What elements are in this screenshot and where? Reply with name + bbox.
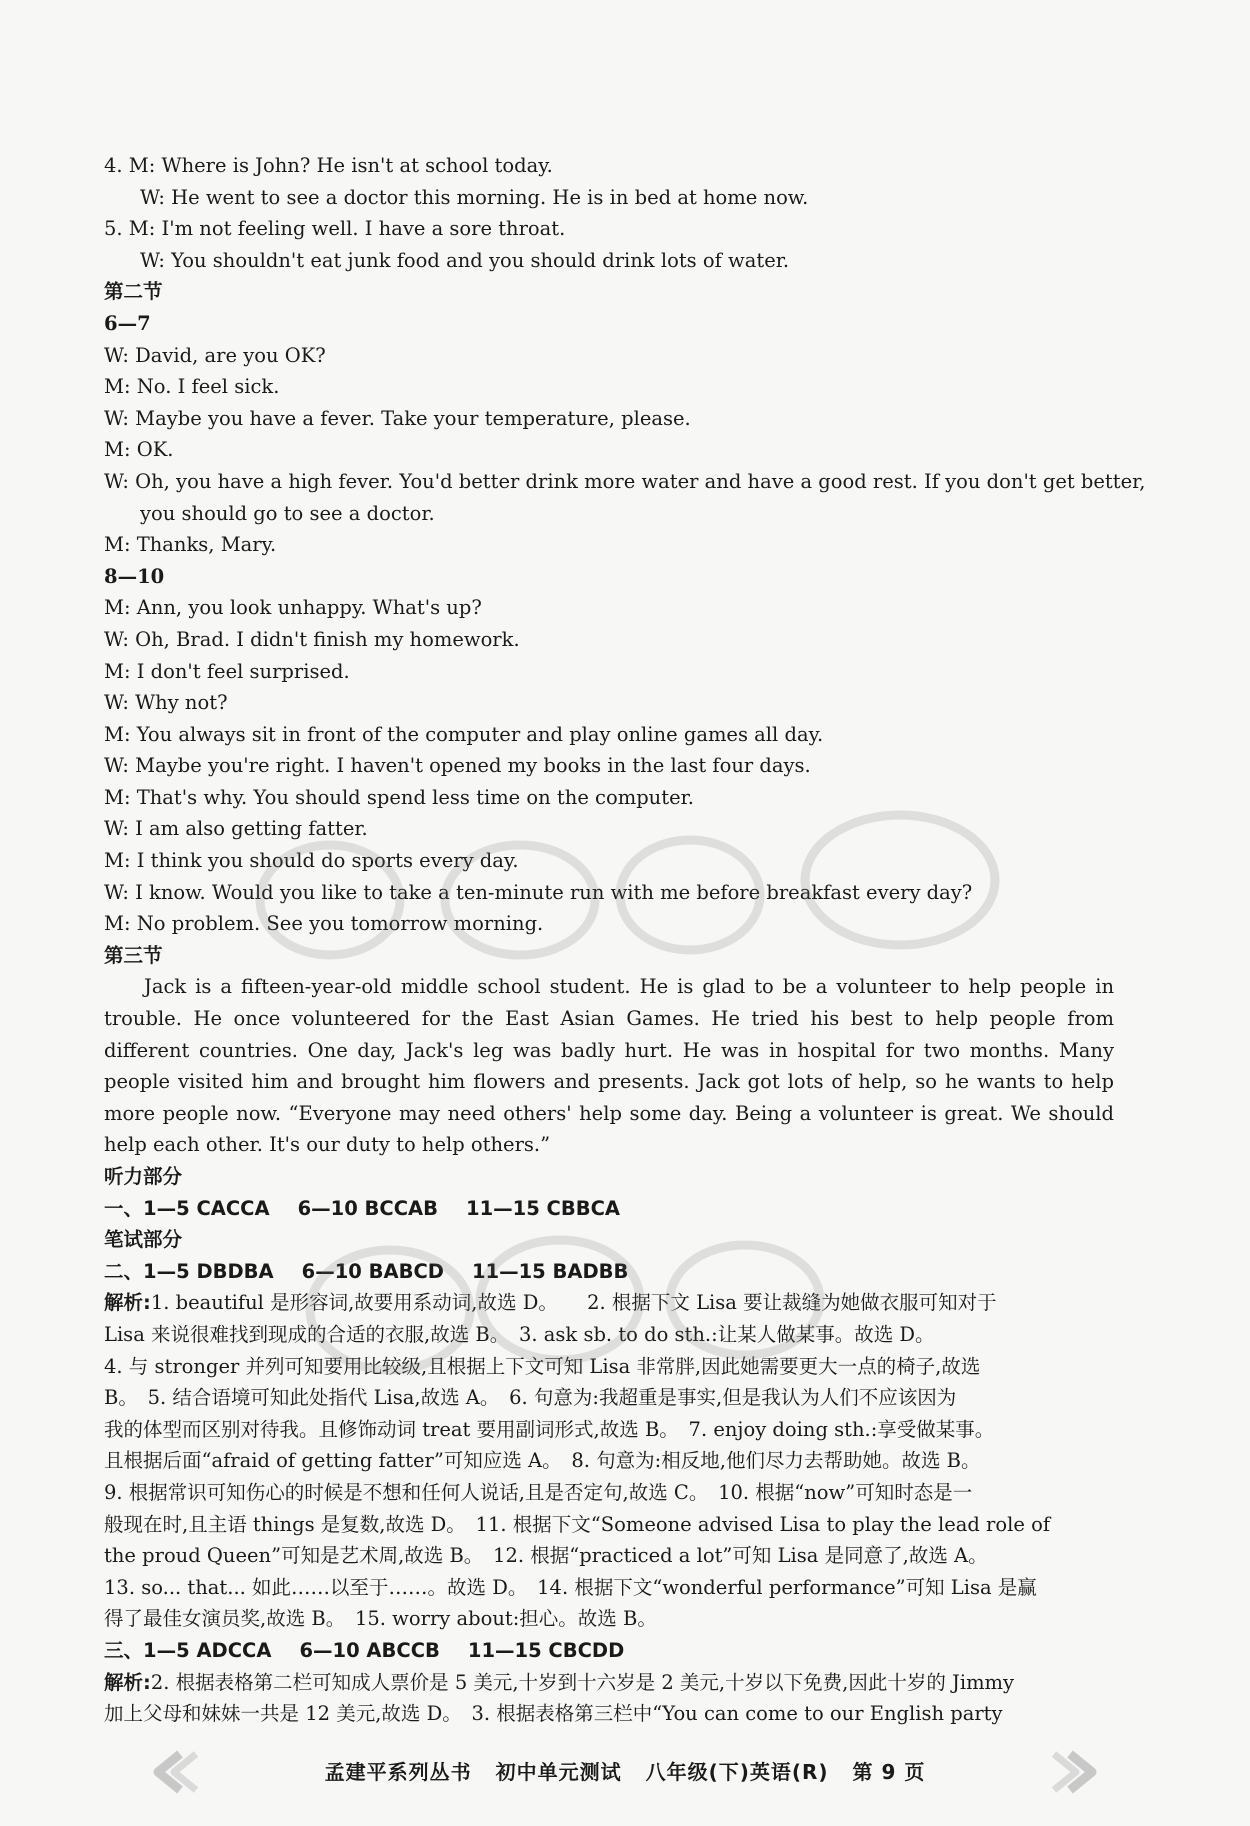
explanation-line: B。 5. 结合语境可知此处指代 Lisa,故选 A。 6. 句意为:我超重是事实,但是我认为人们不应该因为 [104, 1386, 957, 1410]
answer-prefix: 二、 [104, 1259, 144, 1283]
answer-group: 1—5 CACCA [143, 1196, 270, 1220]
explanation-part3 [104, 1667, 1114, 1730]
explanation-line: 1. beautiful 是形容词,故要用系动词,故选 D。 2. 根据下文 Lisa 要让裁缝为她做衣服可知对于 [150, 1291, 997, 1315]
explanation-line: 13. so... that... 如此……以至于……。故选 D。 14. 根据下文“wonderful performance”可知 Lisa 是赢 [104, 1575, 1037, 1599]
explanation-line: 4. 与 stronger 并列可知要用比较级,且根据上下文可知 Lisa 非常胖,因此她需要更大一点的椅子,故选 [104, 1354, 981, 1378]
dialogue-line: 4. M: Where is John? He isn't at school today. [104, 154, 553, 177]
answer-group: 6—10 BABCD [301, 1259, 444, 1283]
dialogue-line: M: Ann, you look unhappy. What's up? [104, 596, 482, 620]
dialogue-line: M: You always sit in front of the computer and play online games all day. [104, 722, 824, 746]
answer-group: 6—10 BCCAB [297, 1196, 438, 1220]
explanation-line: the proud Queen”可知是艺术周,故选 B。 12. 根据“practiced a lot”可知 Lisa 是同意了,故选 A。 [104, 1544, 988, 1568]
dialogue-line: W: I am also getting fatter. [104, 817, 368, 841]
answer-row-part3 [104, 1635, 1114, 1667]
dialogue-6-7 [104, 340, 1146, 561]
dialogue-line: 5. M: I'm not feeling well. I have a sore throat. [104, 217, 566, 241]
answer-group: 6—10 ABCCB [299, 1638, 440, 1662]
series-name: 孟建平系列丛书 [324, 1760, 472, 1784]
dialogue-line: M: OK. [104, 438, 174, 462]
question-range-label: 6—7 [104, 311, 151, 335]
dialogue-tail [104, 150, 1114, 276]
dialogue-line: W: Maybe you have a fever. Take your temperature, please. [104, 406, 691, 430]
dialogue-line: W: Oh, Brad. I didn't finish my homework. [104, 627, 520, 651]
explanation-part2 [104, 1287, 1114, 1635]
explanation-line: 9. 根据常识可知伤心的时候是不想和任何人说话,且是否定句,故选 C。 10. 根据“now”可知时态是一 [104, 1480, 973, 1504]
dialogue-line: W: He went to see a doctor this morning. He is in bed at home now. [140, 185, 809, 209]
answer-row-listening [104, 1193, 1114, 1225]
dialogue-line: W: You shouldn't eat junk food and you should drink lots of water. [140, 248, 790, 272]
dialogue-line: W: I know. Would you like to take a ten-minute run with me before breakfast every day? [104, 880, 973, 904]
dialogue-8-10 [104, 592, 1114, 940]
answer-group: 11—15 CBCDD [467, 1638, 625, 1662]
part-title-written: 笔试部分 [104, 1228, 183, 1252]
answer-group: 1—5 ADCCA [143, 1638, 272, 1662]
dialogue-line: W: Why not? [104, 691, 228, 715]
book-name: 初中单元测试 [495, 1760, 622, 1784]
listening-passage: Jack is a fifteen-year-old middle school student. He is glad to be a volunteer to help people in trouble. He once volunteered for the East Asian Games. He tried his best to help people from different countries. One day, Jack's leg was badly hurt. He was in hospital for two months. Many people visited him and brought him flowers and presents. Jack got lots of help, so he wants to help more people now. “Everyone may need others' help some day. Being a volunteer is great. We should help each other. It's our duty to help others.” [104, 975, 1114, 1157]
part-title-listening: 听力部分 [104, 1165, 183, 1188]
chevron-right-icon [1050, 1750, 1110, 1794]
answer-group: 1—5 DBDBA [143, 1259, 274, 1283]
dialogue-line: W: Maybe you're right. I haven't opened my books in the last four days. [104, 754, 811, 778]
question-range-label: 8—10 [104, 564, 165, 588]
section-title: 第三节 [104, 943, 163, 967]
dialogue-line: M: No. I feel sick. [104, 375, 280, 399]
explanation-line: 我的体型而区别对待我。且修饰动词 treat 要用副词形式,故选 B。 7. enjoy doing sth.:享受做某事。 [104, 1417, 995, 1441]
dialogue-line: M: I don't feel surprised. [104, 659, 350, 683]
explanation-line: 得了最佳女演员奖,故选 B。 15. worry about:担心。故选 B。 [104, 1607, 657, 1631]
dialogue-line: W: David, are you OK? [104, 343, 326, 367]
dialogue-line: M: I think you should do sports every day. [104, 849, 519, 873]
explanation-label: 解析: [104, 1670, 151, 1694]
explanation-label: 解析: [104, 1291, 151, 1315]
page-content [104, 150, 1146, 1730]
dialogue-line: W: Oh, you have a high fever. You'd better drink more water and have a good rest. If you don't get better, [104, 469, 1146, 493]
answer-prefix: 一、 [104, 1196, 144, 1220]
dialogue-line: M: No problem. See you tomorrow morning. [104, 912, 544, 936]
explanation-line: Lisa 来说很难找到现成的合适的衣服,故选 B。 3. ask sb. to do sth.:让某人做某事。故选 D。 [104, 1322, 935, 1346]
answer-prefix: 三、 [104, 1638, 144, 1662]
page-number: 第 9 页 [852, 1760, 926, 1784]
dialogue-line: M: Thanks, Mary. [104, 533, 277, 557]
answer-group: 11—15 CBBCA [466, 1196, 621, 1220]
dialogue-line: you should go to see a doctor. [140, 501, 435, 525]
explanation-line: 且根据后面“afraid of getting fatter”可知应选 A。 8. 句意为:相反地,他们尽力去帮助她。故选 B。 [104, 1449, 981, 1473]
explanation-line: 般现在时,且主语 things 是复数,故选 D。 11. 根据下文“Someone advised Lisa to play the lead role of [104, 1512, 1051, 1536]
dialogue-line: M: That's why. You should spend less time on the computer. [104, 785, 694, 809]
page-footer [0, 1748, 1250, 1798]
answer-row-part2 [104, 1256, 1114, 1288]
answer-group: 11—15 BADBB [471, 1259, 629, 1283]
explanation-line: 2. 根据表格第二栏可知成人票价是 5 美元,十岁到十六岁是 2 美元,十岁以下免费,因此十岁的 Jimmy [150, 1670, 1015, 1694]
section-title: 第二节 [104, 280, 163, 304]
grade-subject: 八年级(下)英语(R) [645, 1760, 829, 1784]
explanation-line: 加上父母和妹妹一共是 12 美元,故选 D。 3. 根据表格第三栏中“You can come to our English party [104, 1702, 1003, 1726]
